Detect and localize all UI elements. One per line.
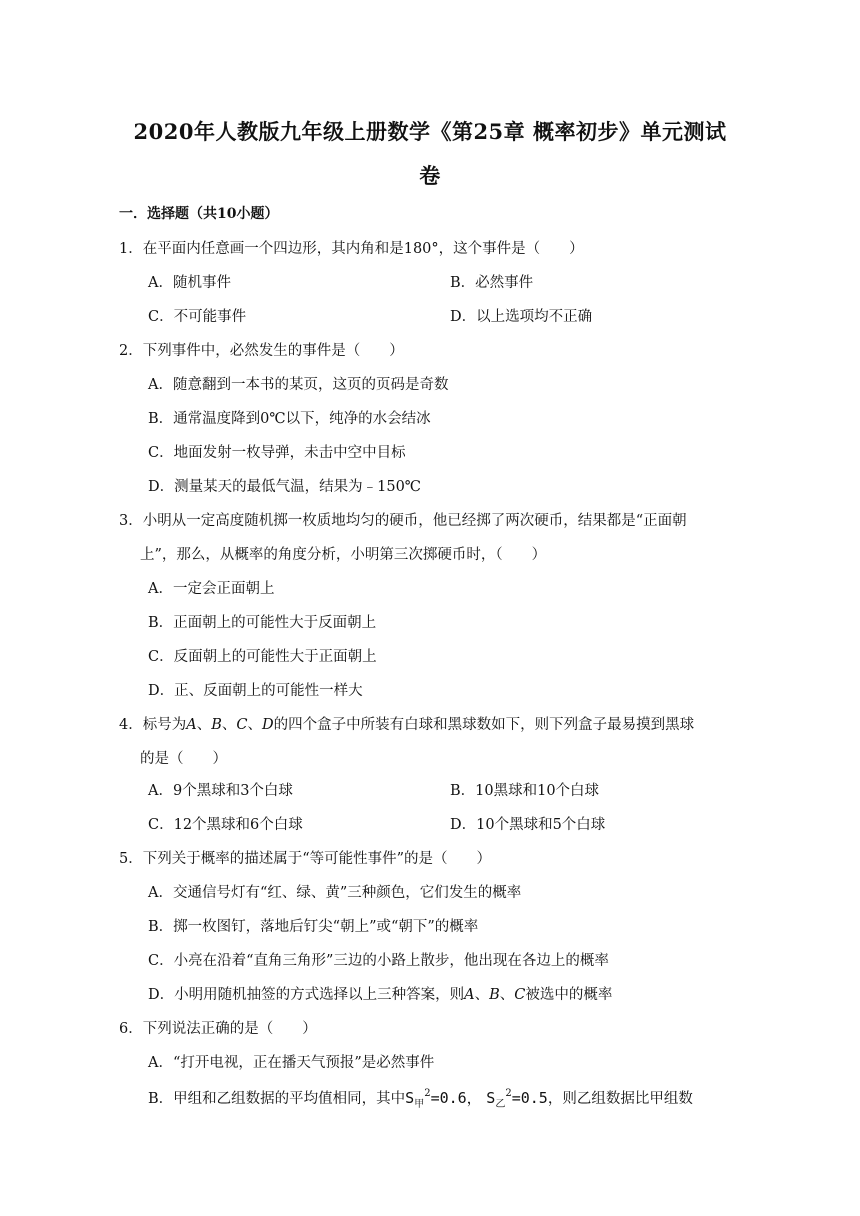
subscript-yi: 乙 bbox=[495, 1099, 506, 1110]
question-2-option-c: C．地面发射一枚导弹，未击中空中目标 bbox=[148, 445, 406, 461]
question-4-option-d: D．10个黑球和5个白球 bbox=[450, 817, 606, 833]
question-2-stem: 2．下列事件中，必然发生的事件是（ ） bbox=[119, 343, 404, 359]
question-5-option-b: B．掷一枚图钉，落地后钉尖“朝上”或“朝下”的概率 bbox=[148, 919, 479, 935]
superscript-two: 2 bbox=[424, 1088, 431, 1099]
question-4-stem-prefix: 4．标号为 bbox=[119, 717, 187, 733]
question-3-option-d: D．正、反面朝上的可能性一样大 bbox=[148, 683, 363, 699]
variance-symbol-yi: S bbox=[486, 1089, 496, 1107]
question-3-option-a: A．一定会正面朝上 bbox=[148, 581, 275, 597]
section-heading: 一．选择题（共10小题） bbox=[119, 206, 279, 222]
question-1-option-a: A．随机事件 bbox=[148, 275, 231, 291]
question-2-option-a: A．随意翻到一本书的某页，这页的页码是奇数 bbox=[148, 377, 449, 393]
question-6-option-a: A．“打开电视，正在播天气预报”是必然事件 bbox=[148, 1055, 435, 1071]
question-2-option-d: D．测量某天的最低气温，结果为﹣150℃ bbox=[148, 479, 422, 495]
question-3-option-c: C．反面朝上的可能性大于正面朝上 bbox=[148, 649, 377, 665]
question-4-stem-line2: 的是（ ） bbox=[140, 751, 227, 767]
answer-label-c: C bbox=[514, 987, 526, 1003]
question-6-option-b-prefix: B．甲组和乙组数据的平均值相同，其中 bbox=[148, 1091, 406, 1107]
question-5-option-c: C．小亮在沿着“直角三角形”三边的小路上散步，他出现在各边上的概率 bbox=[148, 953, 609, 969]
question-4-stem-line1 bbox=[119, 713, 694, 734]
question-6-stem: 6．下列说法正确的是（ ） bbox=[119, 1021, 317, 1037]
question-5-option-a: A．交通信号灯有“红、绿、黄”三种颜色，它们发生的概率 bbox=[148, 885, 522, 901]
question-1-option-b: B．必然事件 bbox=[450, 275, 534, 291]
question-2-option-b: B．通常温度降到0℃以下，纯净的水会结冰 bbox=[148, 411, 431, 427]
answer-label-b: B bbox=[489, 987, 500, 1003]
question-4-option-b: B．10黑球和10个白球 bbox=[450, 783, 600, 799]
question-5-stem: 5．下列关于概率的描述属于“等可能性事件”的是（ ） bbox=[119, 851, 492, 867]
question-5-option-d-prefix: D．小明用随机抽签的方式选择以上三种答案，则 bbox=[148, 987, 465, 1003]
separator: 、 bbox=[221, 717, 237, 733]
box-label-b: B bbox=[211, 717, 222, 733]
question-5-option-d-suffix: 被选中的概率 bbox=[525, 987, 613, 1003]
variance-value-jia: =0.6， bbox=[430, 1089, 482, 1107]
answer-label-a: A bbox=[464, 987, 475, 1003]
box-label-a: A bbox=[186, 717, 197, 733]
subscript-jia: 甲 bbox=[414, 1099, 425, 1110]
question-3-stem-line2: 上”，那么，从概率的角度分析，小明第三次掷硬币时，（ ） bbox=[140, 547, 547, 563]
question-4-option-a: A．9个黑球和3个白球 bbox=[148, 783, 293, 799]
page-title-line2: 卷 bbox=[419, 163, 441, 188]
question-1-option-c: C．不可能事件 bbox=[148, 309, 247, 325]
question-1-option-d: D．以上选项均不正确 bbox=[450, 309, 593, 325]
box-label-d: D bbox=[261, 717, 274, 733]
question-3-stem-line1: 3．小明从一定高度随机掷一枚质地均匀的硬币，他已经掷了两次硬币，结果都是“正面朝 bbox=[119, 513, 687, 529]
question-4-option-c: C．12个黑球和6个白球 bbox=[148, 817, 303, 833]
box-label-c: C bbox=[236, 717, 248, 733]
question-6-option-b bbox=[148, 1087, 693, 1110]
question-5-option-d bbox=[148, 983, 612, 1004]
separator: 、 bbox=[474, 987, 490, 1003]
variance-value-yi: =0.5 bbox=[511, 1089, 548, 1107]
superscript-two: 2 bbox=[505, 1088, 512, 1099]
question-4-stem-suffix: 的四个盒子中所装有白球和黑球数如下，则下列盒子最易摸到黑球 bbox=[273, 717, 695, 733]
separator: 、 bbox=[196, 717, 212, 733]
page-title-line1: 2020年人教版九年级上册数学《第25章 概率初步》单元测试 bbox=[133, 119, 727, 144]
separator: 、 bbox=[499, 987, 515, 1003]
question-3-option-b: B．正面朝上的可能性大于反面朝上 bbox=[148, 615, 377, 631]
question-6-option-b-suffix: ，则乙组数据比甲组数 bbox=[547, 1091, 693, 1107]
variance-symbol-jia: S bbox=[405, 1089, 415, 1107]
separator: 、 bbox=[247, 717, 262, 733]
question-1-stem: 1．在平面内任意画一个四边形，其内角和是180°，这个事件是（ ） bbox=[119, 241, 584, 257]
